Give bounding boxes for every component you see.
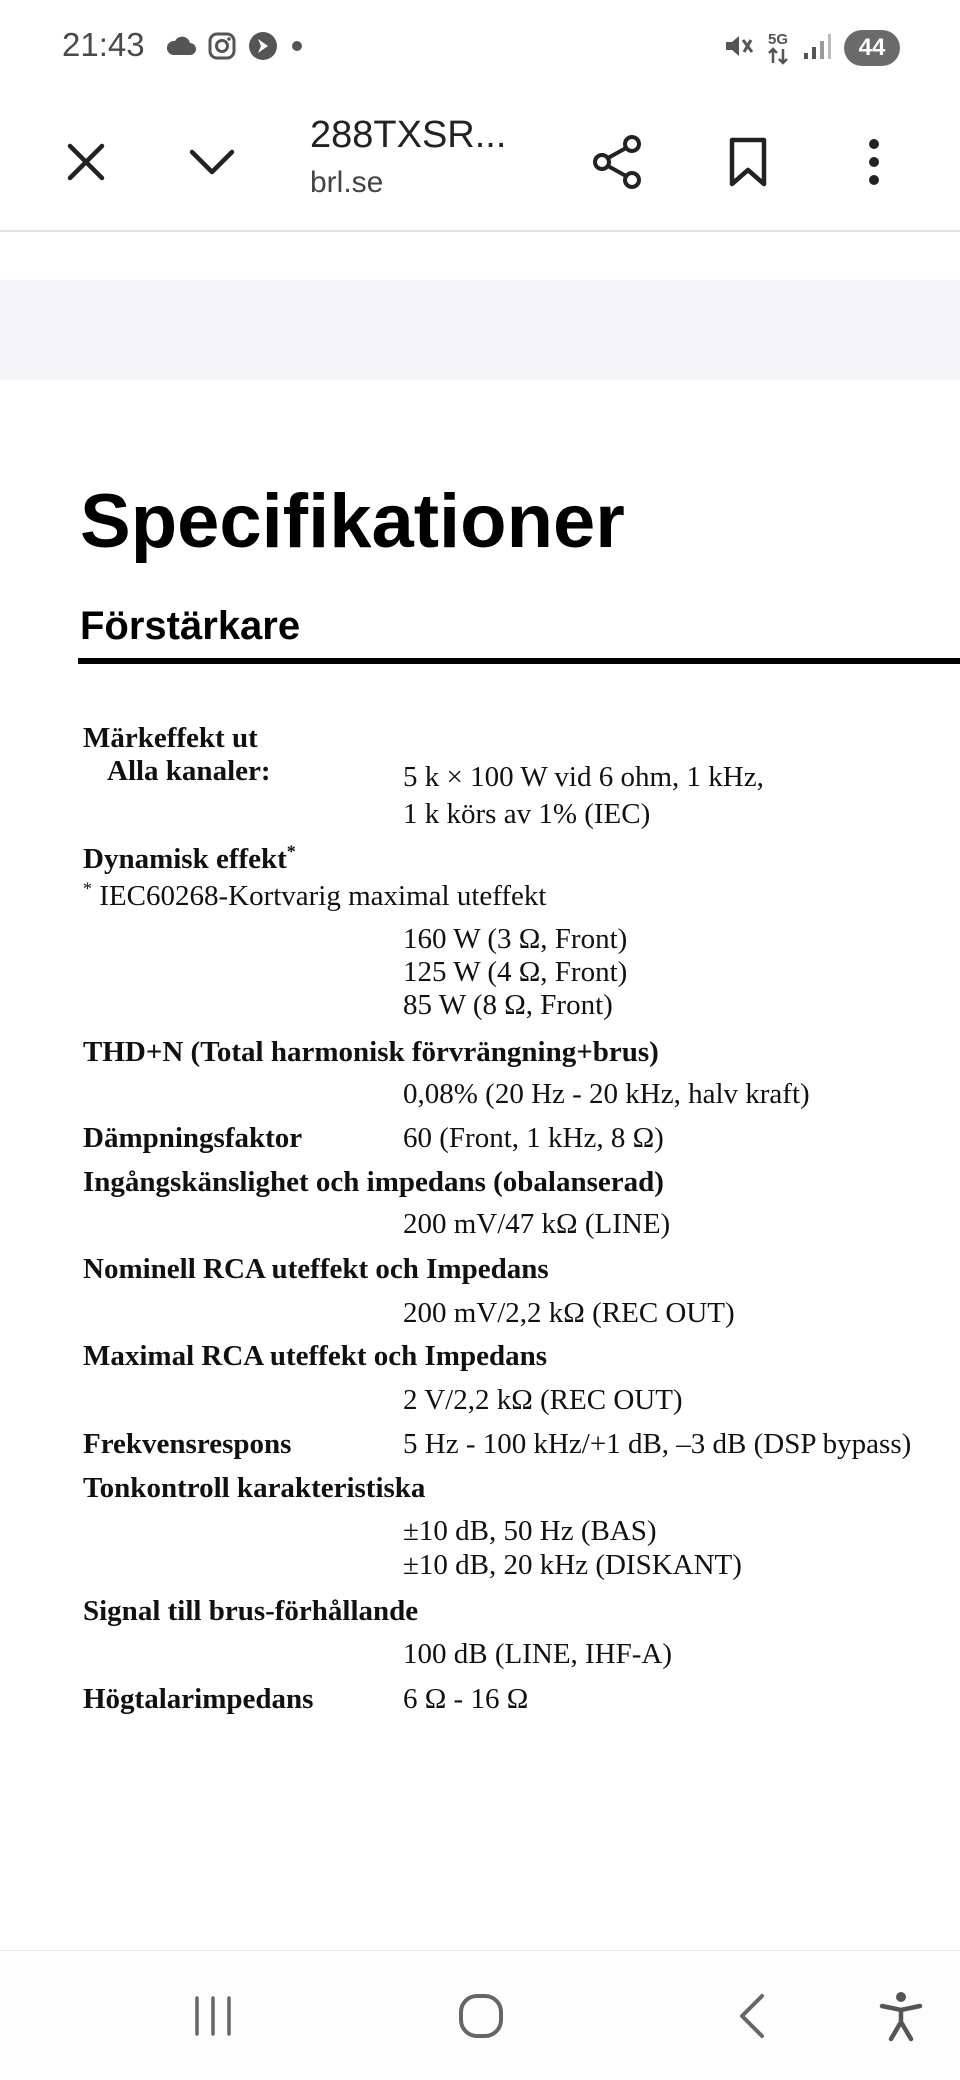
spec-thd-label: THD+N (Total harmonisk förvrängning+brus): [83, 1036, 659, 1068]
home-icon[interactable]: [446, 1981, 516, 2051]
spec-nominal-value: 200 mV/2,2 kΩ (REC OUT): [403, 1297, 735, 1329]
spec-dynamic-value-1: 160 W (3 Ω, Front): [403, 923, 628, 955]
spec-thd-value: 0,08% (20 Hz - 20 kHz, halv kraft): [403, 1078, 810, 1110]
network-label: 5G: [767, 30, 788, 48]
status-time: 21:43: [62, 26, 145, 63]
spec-damping-label: Dämpningsfaktor: [83, 1122, 303, 1154]
bookmark-icon[interactable]: [716, 130, 780, 194]
share-icon[interactable]: [586, 130, 650, 194]
spec-all-channels-value-1: 5 k × 100 W vid 6 ohm, 1 kHz,: [403, 761, 764, 793]
chevron-down-icon[interactable]: [180, 130, 244, 194]
recent-apps-icon[interactable]: [178, 1981, 248, 2051]
status-icons-left: [166, 30, 304, 66]
spec-tone-value-1: ±10 dB, 50 Hz (BAS): [403, 1515, 657, 1547]
section-title: Förstärkare: [80, 604, 301, 648]
spec-damping-value: 60 (Front, 1 kHz, 8 Ω): [403, 1122, 664, 1154]
spec-max-label: Maximal RCA uteffekt och Impedans: [83, 1340, 547, 1372]
spec-all-channels-label: Alla kanaler:: [107, 755, 271, 787]
cloud-icon: [166, 35, 196, 62]
spec-input-label: Ingångskänslighet och impedans (obalanserad): [83, 1166, 664, 1198]
spec-dynamic-label: Dynamisk effekt*: [83, 841, 296, 875]
spec-freq-label: Frekvensrespons: [83, 1428, 292, 1460]
more-vert-icon[interactable]: [842, 130, 906, 194]
accessibility-icon[interactable]: [866, 1981, 936, 2051]
arrow-app-icon: [248, 31, 278, 66]
spec-max-value: 2 V/2,2 kΩ (REC OUT): [403, 1384, 683, 1416]
spec-nominal-label: Nominell RCA uteffekt och Impedans: [83, 1253, 549, 1285]
spec-dynamic-note: * IEC60268-Kortvarig maximal uteffekt: [83, 878, 547, 912]
section-divider: [78, 658, 960, 664]
spec-dynamic-value-3: 85 W (8 Ω, Front): [403, 989, 613, 1021]
battery-indicator: 44: [844, 30, 900, 66]
spec-dynamic-note-text: IEC60268-Kortvarig maximal uteffekt: [99, 880, 547, 912]
spec-speaker-label: Högtalarimpedans: [83, 1683, 314, 1715]
signal-icon: [802, 31, 832, 66]
dot-icon: [290, 39, 304, 58]
back-icon[interactable]: [716, 1981, 786, 2051]
spec-dynamic-label-text: Dynamisk effekt: [83, 843, 287, 875]
system-nav-bar: [0, 1950, 960, 2080]
spec-all-channels-value-2: 1 k körs av 1% (IEC): [403, 798, 651, 830]
instagram-icon: [208, 32, 236, 65]
page-title[interactable]: 288TXSR...: [310, 114, 507, 156]
document-title: Specifikationer: [80, 479, 625, 564]
network-5g-icon: [766, 32, 790, 65]
spec-rated-output-label: Märkeffekt ut: [83, 722, 258, 754]
mute-vibrate-icon: [722, 30, 754, 67]
spec-snr-value: 100 dB (LINE, IHF-A): [403, 1638, 673, 1670]
spec-tone-value-2: ±10 dB, 20 kHz (DISKANT): [403, 1549, 742, 1581]
spec-dynamic-value-2: 125 W (4 Ω, Front): [403, 956, 628, 988]
spec-tone-label: Tonkontroll karakteristiska: [83, 1472, 426, 1504]
status-bar: [0, 0, 960, 96]
spec-input-value: 200 mV/47 kΩ (LINE): [403, 1208, 671, 1240]
page-banner-area: [0, 280, 960, 380]
close-icon[interactable]: [54, 130, 118, 194]
spec-speaker-value: 6 Ω - 16 Ω: [403, 1683, 529, 1715]
spec-snr-label: Signal till brus-förhållande: [83, 1595, 419, 1627]
browser-toolbar: [0, 96, 960, 232]
status-icons-right: [722, 28, 900, 68]
page-domain[interactable]: brl.se: [310, 166, 384, 199]
spec-freq-value: 5 Hz - 100 kHz/+1 dB, –3 dB (DSP bypass): [403, 1428, 912, 1460]
